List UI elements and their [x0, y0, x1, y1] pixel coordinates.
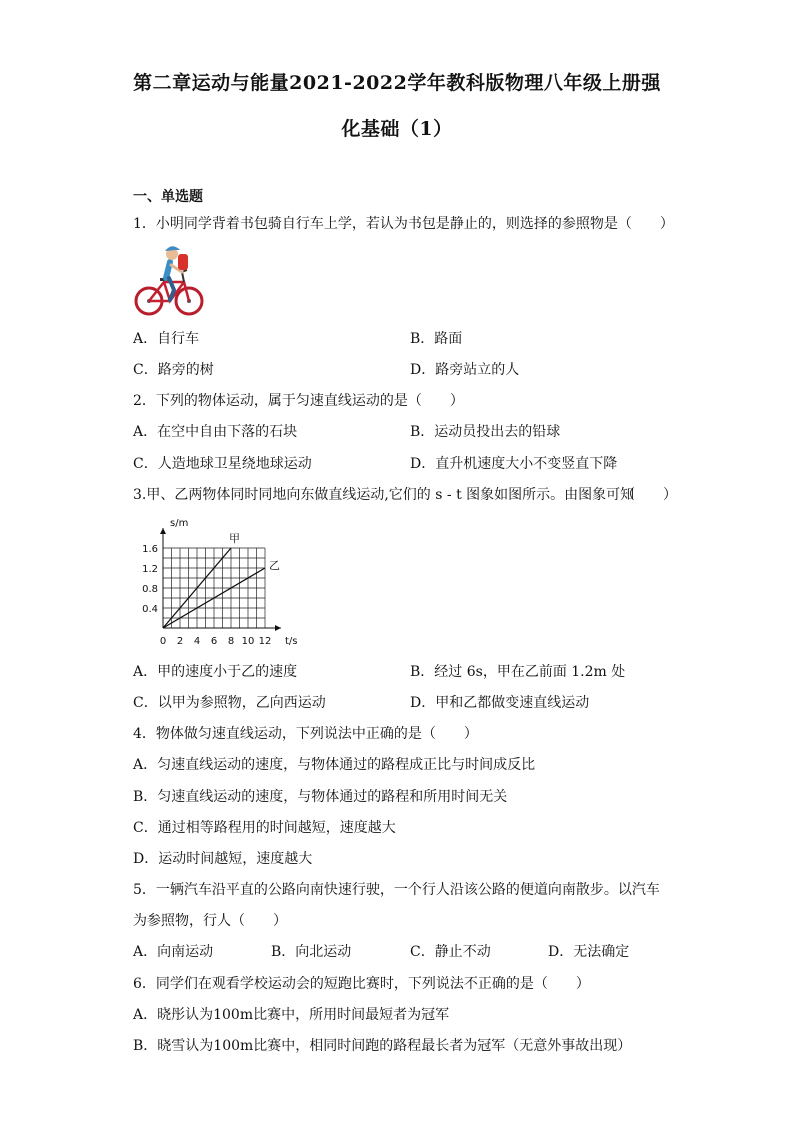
y-tick-label: 1.6 [142, 544, 158, 555]
q6-option-a[interactable]: A．晓彤认为100m比赛中，所用时间最短者为冠军 [133, 1007, 450, 1023]
q4-stem: 4．物体做匀速直线运动，下列说法中正确的是（ ） [133, 726, 478, 742]
y-axis-label: s/m [170, 518, 189, 529]
q5-option-b[interactable]: B．向北运动 [271, 944, 352, 960]
x-axis-arrow [275, 625, 281, 631]
q3-paren: （ ） [621, 487, 677, 503]
series-label-1: 甲 [229, 532, 240, 545]
q3-option-b[interactable]: B．经过 6s，甲在乙前面 1.2m 处 [410, 664, 626, 680]
x-tick-label: 2 [176, 636, 184, 647]
q5-option-a[interactable]: A．向南运动 [133, 944, 214, 960]
q1-option-c[interactable]: C．路旁的树 [133, 362, 214, 378]
x-tick-label: 12 [258, 636, 272, 647]
q1-option-d[interactable]: D．路旁站立的人 [410, 362, 520, 378]
q1-stem: 1．小明同学背着书包骑自行车上学，若认为书包是静止的，则选择的参照物是（ ） [133, 216, 674, 232]
title-line-2: 化基础（1） [341, 118, 453, 140]
x-tick-label: 4 [193, 636, 201, 647]
q2-option-b[interactable]: B．运动员投出去的铅球 [410, 424, 561, 440]
section-heading: 一、单选题 [133, 189, 203, 205]
q5-stem-line-2: 为参照物，行人（ ） [133, 913, 287, 929]
q5-option-c[interactable]: C．静止不动 [410, 944, 491, 960]
q3-option-d[interactable]: D．甲和乙都做变速直线运动 [410, 695, 590, 711]
y-tick-label: 0.8 [142, 584, 158, 595]
q2-stem: 2．下列的物体运动，属于匀速直线运动的是（ ） [133, 393, 464, 409]
y-tick-label: 0.4 [142, 604, 158, 615]
x-tick-label: 0 [159, 636, 167, 647]
q4-option-d[interactable]: D．运动时间越短，速度越大 [133, 851, 313, 867]
q5-option-d[interactable]: D．无法确定 [548, 944, 630, 960]
q5-stem-line-1: 5．一辆汽车沿平直的公路向南快速行驶，一个行人沿该公路的便道向南散步。以汽车 [133, 882, 660, 898]
s-t-chart [133, 515, 313, 650]
q2-option-c[interactable]: C．人造地球卫星绕地球运动 [133, 456, 312, 472]
q6-option-b[interactable]: B．晓雪认为100m比赛中，相同时间跑的路程最长者为冠军（无意外事故出现） [133, 1038, 632, 1054]
series-label-2: 乙 [269, 559, 280, 572]
x-axis-label: t/s [285, 636, 298, 647]
q4-option-a[interactable]: A．匀速直线运动的速度，与物体通过的路程成正比与时间成反比 [133, 757, 536, 773]
q1-option-b[interactable]: B．路面 [410, 331, 463, 347]
q4-option-b[interactable]: B．匀速直线运动的速度，与物体通过的路程和所用时间无关 [133, 789, 508, 805]
q3-stem: 3.甲、乙两物体同时同地向东做直线运动,它们的 s - t 图象如图所示。由图象可知 [133, 487, 635, 503]
q2-option-a[interactable]: A．在空中自由下落的石块 [133, 424, 298, 440]
q4-option-c[interactable]: C．通过相等路程用的时间越短，速度越大 [133, 820, 396, 836]
x-tick-label: 6 [210, 636, 218, 647]
x-tick-label: 10 [241, 636, 255, 647]
y-tick-label: 1.2 [142, 564, 158, 575]
y-axis-arrow [160, 528, 166, 534]
q2-option-d[interactable]: D．直升机速度大小不变竖直下降 [410, 456, 618, 472]
title-line-1: 第二章运动与能量2021-2022学年教科版物理八年级上册强 [133, 72, 661, 94]
q3-option-c[interactable]: C．以甲为参照物，乙向西运动 [133, 695, 326, 711]
cyclist-icon [134, 238, 206, 318]
q1-option-a[interactable]: A．自行车 [133, 331, 200, 347]
q6-stem: 6．同学们在观看学校运动会的短跑比赛时，下列说法不正确的是（ ） [133, 976, 590, 992]
q3-option-a[interactable]: A．甲的速度小于乙的速度 [133, 664, 298, 680]
x-tick-label: 8 [227, 636, 235, 647]
